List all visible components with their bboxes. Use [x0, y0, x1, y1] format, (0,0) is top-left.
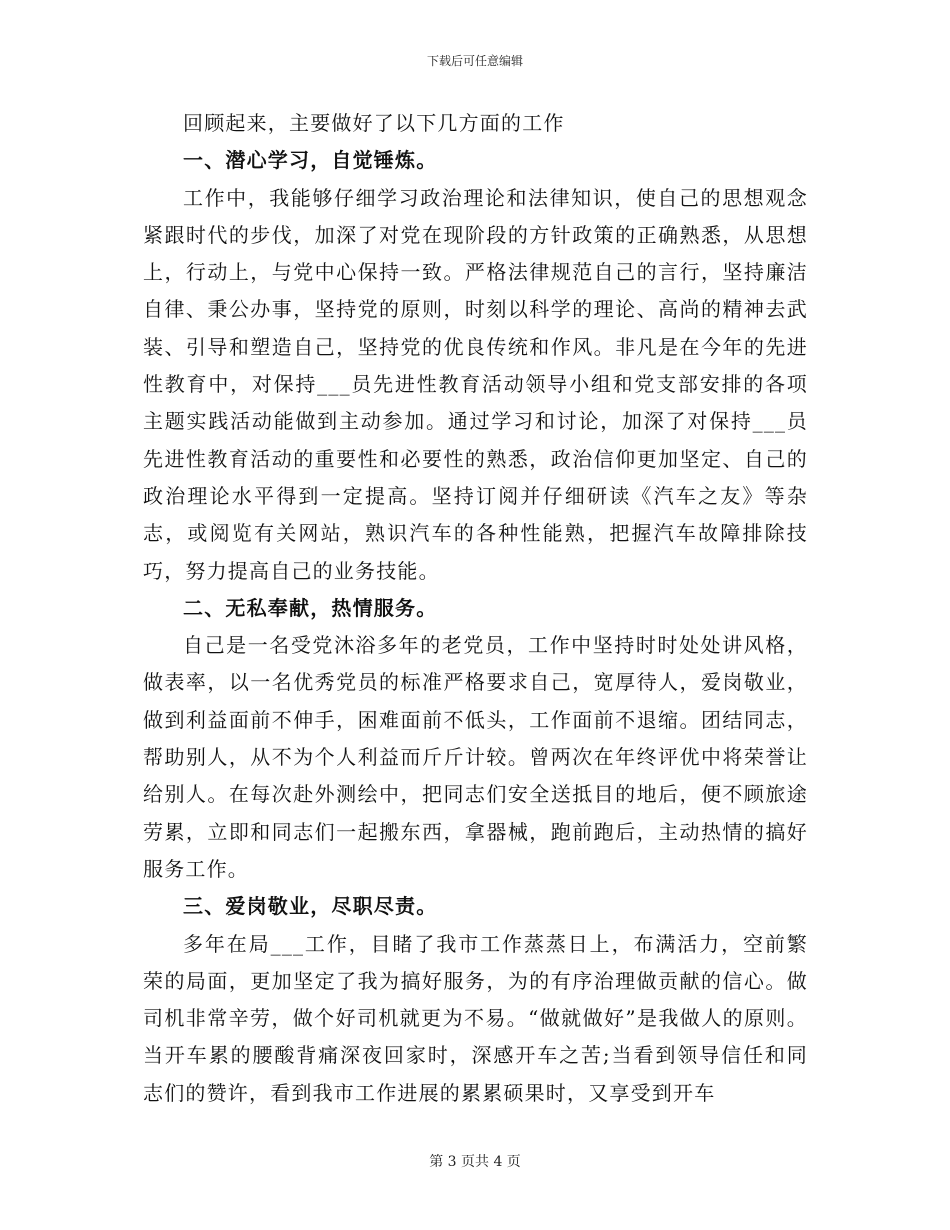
intro-paragraph: 回顾起来，主要做好了以下几方面的工作 — [183, 111, 565, 135]
document-body — [143, 105, 808, 1112]
page-footer: 第 3 页共 4 页 — [429, 1154, 521, 1170]
section-paragraph-3: 多年在局___工作，目睹了我市工作蒸蒸日上，布满活力，空前繁荣的局面，更加坚定了我为搞好服务，为的有序治理做贡献的信心。做司机非常辛劳，做个好司机就更为不易。“做就做好”是我做人的原则。当开车累的腰酸背痛深夜回家时，深感开车之苦;当看到领导信任和同志们的赞许，看到我市工作进展的累累硕果时，又享受到开车 — [143, 931, 808, 1105]
section-paragraph-1: 工作中，我能够仔细学习政治理论和法律知识，使自己的思想观念紧跟时代的步伐，加深了对党在现阶段的方针政策的正确熟悉，从思想上，行动上，与党中心保持一致。严格法律规范自己的言行，坚持廉洁自律、秉公办事，坚持党的原则，时刻以科学的理论、高尚的精神去武装、引导和塑造自己，坚持党的优良传统和作风。非凡是在今年的先进性教育中，对保持___员先进性教育活动领导小组和党支部安排的各项主题实践活动能做到主动参加。通过学习和讨论，加深了对保持___员先进性教育活动的重要性和必要性的熟悉，政治信仰更加坚定、自己的政治理论水平得到一定提高。坚持订阅并仔细研读《汽车之友》等杂志，或阅览有关网站，熟识汽车的各种性能熟，把握汽车故障排除技巧，努力提高自己的业务技能。 — [143, 185, 808, 583]
page-header: 下载后可任意编辑 — [426, 54, 523, 68]
section-paragraph-2: 自己是一名受党沐浴多年的老党员，工作中坚持时时处处讲风格，做表率，以一名优秀党员的标准严格要求自己，宽厚待人，爱岗敬业，做到利益面前不伸手，困难面前不低头，工作面前不退缩。团结同志，帮助别人，从不为个人利益而斤斤计较。曾两次在年终评优中将荣誉让给别人。在每次赴外测绘中，把同志们安全送抵目的地后，便不顾旅途劳累，立即和同志们一起搬东西，拿器械，跑前跑后，主动热情的搞好服务工作。 — [143, 633, 808, 881]
section-heading-3: 三、爱岗敬业，尽职尽责。 — [183, 894, 438, 919]
section-heading-1: 一、潜心学习，自觉锤炼。 — [183, 148, 438, 173]
section-heading-2: 二、无私奉献，热情服务。 — [183, 595, 438, 620]
